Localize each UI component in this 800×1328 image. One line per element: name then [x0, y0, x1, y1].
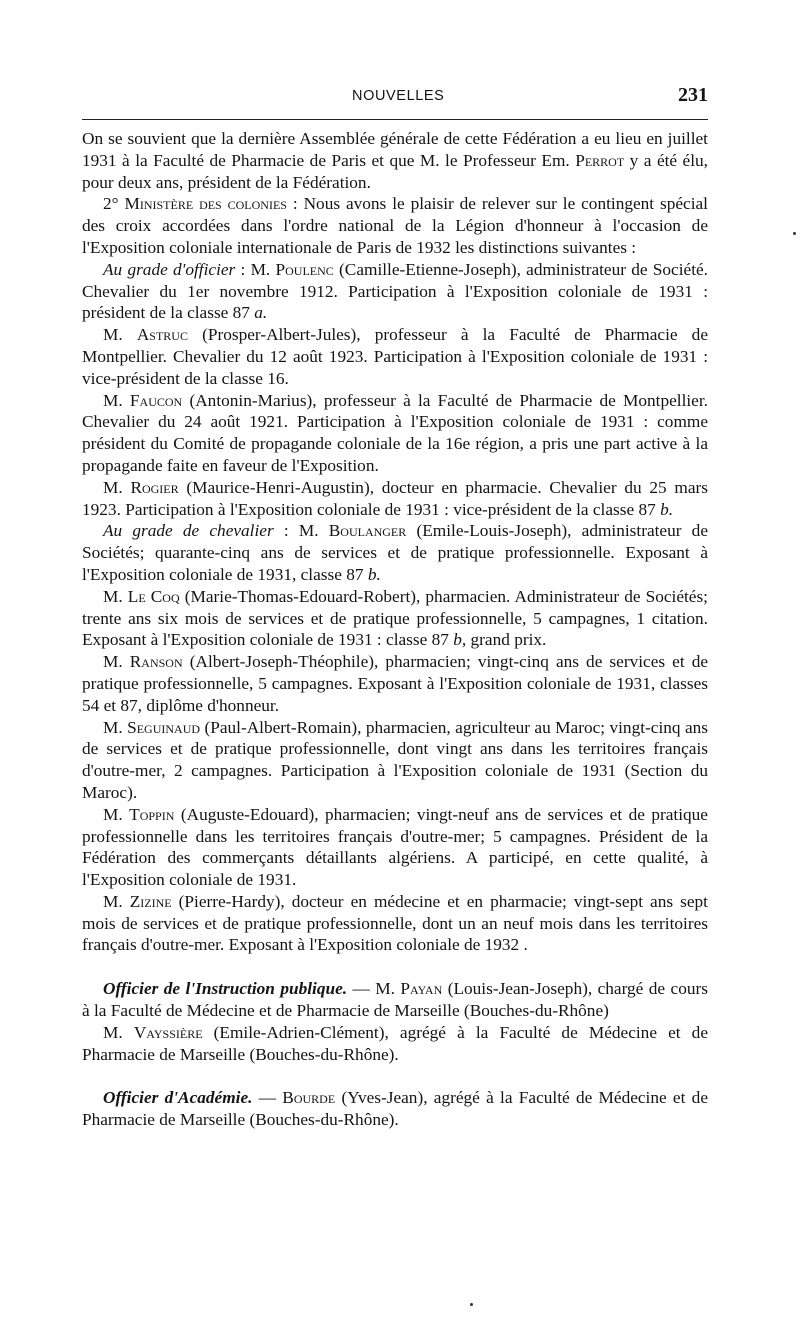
paragraph-ranson: M. Ranson (Albert-Joseph-Théophile), pharmacien; vingt-cinq ans de services et de pratique professionnelle, 5 campagnes. Exposant à l'Exposition coloniale de 1931, classes 54 et 87, diplôme d'honneur.: [82, 652, 708, 715]
paragraph-bourde: Officier d'Académie. — Bourde (Yves-Jean), agrégé à la Faculté de Médecine et de Pharmacie de Marseille (Bouches-du-Rhône).: [82, 1088, 708, 1130]
paragraph-le-coq: M. Le Coq (Marie-Thomas-Edouard-Robert), pharmacien. Administrateur de Sociétés; trente ans six mois de services et de pratique professionnelle, 5 campagnes, 1 citation. Exposant à l'Exposition coloniale de 1931 : classe 87 b, grand prix.: [82, 586, 708, 650]
person-name: Boulanger: [328, 521, 407, 541]
person-name: Faucon: [129, 390, 183, 410]
paragraph-zizine: M. Zizine (Pierre-Hardy), docteur en médecine et en pharmacie; vingt-sept ans sept mois de services et de pratique professionnelle, dont un an neuf mois dans les territoires français d'outre-mer. Exposant à l'Exposition coloniale de 1932 .: [82, 891, 708, 955]
page-header: [82, 84, 708, 112]
person-name: Seguinaud: [127, 717, 201, 737]
paragraph-astruc: M. Astruc (Prosper-Albert-Jules), professeur à la Faculté de Pharmacie de Montpellier. Chevalier du 12 août 1923. Participation à l'Exposition coloniale de 1931 : vice-président de la classe 16.: [82, 325, 708, 388]
running-title: NOUVELLES: [352, 88, 445, 104]
person-name: Poulenc: [275, 259, 334, 279]
person-name: Payan: [400, 979, 443, 999]
paragraph-faucon: M. Faucon (Antonin-Marius), professeur à la Faculté de Pharmacie de Montpellier. Chevalier du 24 août 1921. Participation à l'Exposition coloniale de 1931 : comme président du Comité de propagande coloniale de la 16e région, a pris une part active à la propagande faite en faveur de l'Exposition.: [82, 390, 708, 475]
person-name: Vayssière: [133, 1022, 203, 1042]
scan-speck: [470, 1303, 473, 1306]
person-name: Zizine: [129, 891, 172, 911]
paragraph-seguinaud: M. Seguinaud (Paul-Albert-Romain), pharmacien, agriculteur au Maroc; vingt-cinq ans de services et de pratique professionnelle, dont vingt ans dans les territoires français d'outre-mer, 2 campagnes. Participation à l'Exposition coloniale de 1931 (Section du Maroc).: [82, 717, 708, 802]
paragraph-rogier: M. Rogier (Maurice-Henri-Augustin), docteur en pharmacie. Chevalier du 25 mars 1923. Participation à l'Exposition coloniale de 1931 : vice-président de la classe 87 b.: [82, 477, 708, 519]
distinction-heading: Officier d'Académie.: [103, 1088, 253, 1108]
person-name: Toppin: [129, 804, 175, 824]
page-number: 231: [678, 84, 708, 106]
paragraph-boulanger: Au grade de chevalier : M. Boulanger (Emile-Louis-Joseph), administrateur de Sociétés; quarante-cinq ans de services et de pratique professionnelle. Exposant à l'Exposition coloniale de 1931, classe 87 b.: [82, 521, 708, 584]
paragraph-toppin: M. Toppin (Auguste-Edouard), pharmacien; vingt-neuf ans de services et de pratique professionnelle dans les territoires français d'outre-mer; 5 campagnes. Président de la Fédération des commerçants détaillants algériens. A participé, en cette qualité, à l'Exposition coloniale de 1931.: [82, 804, 708, 890]
person-name: Astruc: [136, 325, 188, 345]
paragraph-vayssiere: M. Vayssière (Emile-Adrien-Clément), agrégé à la Faculté de Médecine et de Pharmacie de Marseille (Bouches-du-Rhône).: [82, 1022, 708, 1064]
distinction-heading: Officier de l'Instruction publique.: [103, 979, 348, 999]
grade-heading: Au grade de chevalier: [103, 521, 274, 541]
person-name: Ranson: [129, 652, 183, 672]
section-heading: Ministère des colonies: [124, 194, 287, 214]
person-name: Le Coq: [127, 586, 180, 606]
header-rule: [82, 119, 708, 120]
person-name: Rogier: [130, 477, 179, 497]
paragraph-federation: On se souvient que la dernière Assemblée générale de cette Fédération a eu lieu en juillet 1931 à la Faculté de Pharmacie de Paris et que M. le Professeur Em. Perrot y a été élu, pour deux ans, président de la Fédération.: [82, 129, 708, 192]
paragraph-ministere-colonies: 2° Ministère des colonies : Nous avons le plaisir de relever sur le contingent spécial des croix accordées dans l'ordre national de la Légion d'honneur à l'occasion de l'Exposition coloniale internationale de Paris de 1932 les distinctions suivantes :: [82, 194, 708, 257]
person-name: Bourde: [282, 1088, 336, 1108]
grade-heading: Au grade d'officier: [103, 259, 236, 279]
article-body: [82, 128, 708, 1131]
person-name: Perrot: [575, 150, 625, 170]
paragraph-payan: Officier de l'Instruction publique. — M. Payan (Louis-Jean-Joseph), chargé de cours à la Faculté de Médecine et de Pharmacie de Marseille (Bouches-du-Rhône): [82, 979, 708, 1021]
paragraph-poulenc: Au grade d'officier : M. Poulenc (Camille-Etienne-Joseph), administrateur de Société. Chevalier du 1er novembre 1912. Participation à l'Exposition coloniale de 1931 : président de la classe 87 a.: [82, 259, 708, 323]
scan-speck: [793, 232, 796, 235]
